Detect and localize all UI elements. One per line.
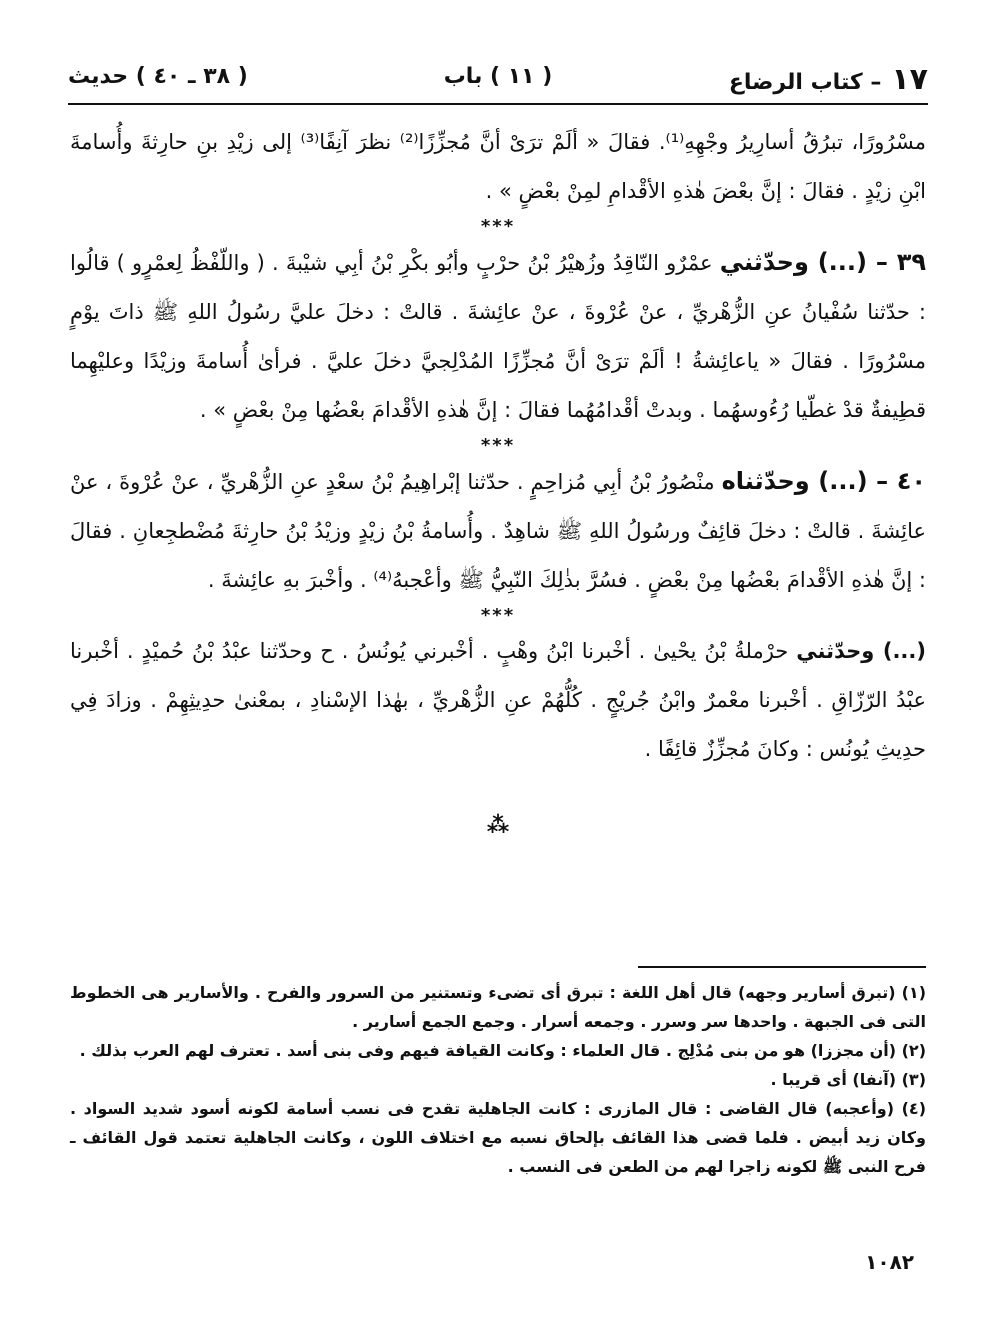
header-page-marker: ١٧	[891, 62, 928, 97]
hadith-40	[70, 457, 926, 605]
section-separator: ***	[480, 605, 516, 626]
page-number: ١٠٨٢	[865, 1250, 914, 1274]
paragraph-continuation: مسْرُورًا، تبرُقُ أسارِيرُ وجْهِهِ⁽¹⁾. فقالَ « ألَمْ ترَىْ أنَّ مُجزِّزًا⁽²⁾ نظرَ آنِفًا⁽³⁾ إلى زيْدِ بنِ حارِثةَ وأُسامةَ ابْنِ زيْدٍ . فقالَ : إنَّ بعْضَ هٰذهِ الأقْدامِ لمِنْ بعْضٍ » .	[70, 130, 926, 203]
header-title-text: – كتاب الرضاع	[728, 70, 882, 95]
header-rule	[68, 103, 928, 105]
footnote-rule	[638, 966, 926, 968]
hadith-40-chain	[70, 627, 926, 774]
footnote-4: (٤) (وأعجبه) قال القاضى : قال المازرى : كانت الجاهلية تقدح فى نسب أسامة لكونه أسود شديد السواد . وكان زيد أبيض . فلما قضى هذا القائف بإلحاق نسبه مع اختلاف اللون ، وكانت الجاهلية تعتمد قول القائف ـ فرح النبى ﷺ لكونه زاجرا لهم من الطعن فى النسب .	[70, 1099, 926, 1176]
end-ornament: ⁂	[486, 813, 510, 838]
hadith-39-text: عمْرٌو النّاقِدُ وزُهيْرُ بْنُ حرْبٍ وأبُو بكْرِ بْنُ أبِي شيْبةَ . ( واللّفْظُ لِعمْرٍو ) قالُوا : حدّثنا سُفْيانُ عنِ الزُّهْريِّ ، عنْ عُرْوةَ ، عنْ عائِشةَ . قالتْ : دخلَ عليَّ رسُولُ اللهِ ﷺ ذاتَ يوْمٍ مسْرُورًا . فقالَ « ياعائِشةُ ! ألَمْ ترَىْ أنَّ مُجزِّزًا المُدْلِجيَّ دخلَ عليَّ . فرأىٰ أُسامةَ وزيْدًا وعليْهِما قطِيفةٌ قدْ غطّيا رُءُوسهُما . وبدتْ أقْدامُهُما فقالَ : إنَّ هٰذهِ الأقْدامَ بعْضُها مِنْ بعْضٍ » .	[70, 251, 926, 422]
hadith-39	[70, 238, 926, 435]
footnote-1: (١) (تبرق أسارير وجهه) قال أهل اللغة : تبرق أى تضىء وتستنير من السرور والفرح . والأسارير هى الخطوط التى فى الجبهة . واحدها سر وسرر . وجمعه أسرار . وجمع الجمع أسارير .	[70, 983, 926, 1031]
chain-lead: (...) وحدّثني	[796, 639, 926, 663]
header-chapter: ( ١١ ) باب	[443, 64, 553, 89]
section-separator: ***	[480, 435, 516, 456]
footnote-2: (٢) (أن مجززا) هو من بنى مُدْلِج . قال العلماء : وكانت القيافة فيهم وفى بنى أسد . تعترف لهم العرب بذلك .	[79, 1041, 926, 1060]
footnote-3: (٣) (آنفا) أى قريبا .	[770, 1070, 926, 1089]
section-separator: ***	[480, 216, 516, 237]
running-header	[68, 58, 928, 102]
hadith-40-text: منْصُورُ بْنُ أبِي مُزاحِمٍ . حدّثنا إبْراهِيمُ بْنُ سعْدٍ عنِ الزُّهْريِّ ، عنْ عُرْوةَ ، عنْ عائِشةَ . قالتْ : دخلَ قائِفٌ ورسُولُ اللهِ ﷺ شاهِدٌ . وأُسامةُ بْنُ زيْدٍ وزيْدُ بْنُ حارِثةَ مُضْطجِعانِ . فقالَ : إنَّ هٰذهِ الأقْدامَ بعْضُها مِنْ بعْضٍ . فسُرَّ بذٰلِكَ النّبِيُّ ﷺ وأعْجبهُ⁽⁴⁾ . وأخْبرَ بهِ عائِشةَ .	[70, 470, 926, 592]
chain-text: حرْملةُ بْنُ يحْيىٰ . أخْبرنا ابْنُ وهْبٍ . أخْبرني يُونُسُ . ح وحدّثنا عبْدُ بْنُ حُميْدٍ . أخْبرنا عبْدُ الرّزّاقِ . أخْبرنا معْمرٌ وابْنُ جُريْجٍ . كُلُّهُمْ عنِ الزُّهْريِّ ، بهٰذا الإسْنادِ ، بمعْنىٰ حدِيثِهِمْ . وزادَ فِي حدِيثِ يُونُس : وكانَ مُجزِّزٌ قائِفًا .	[70, 639, 926, 761]
footnotes	[70, 978, 926, 1181]
hadith-39-number: ٣٩ – (...) وحدّثني	[719, 248, 926, 276]
main-text	[70, 118, 926, 878]
header-book-title	[729, 62, 928, 97]
hadith-40-number: ٤٠ – (...) وحدّثناه	[721, 467, 927, 495]
header-hadith-range: ( ٣٨ ـ ٤٠ ) حديث	[68, 64, 248, 89]
